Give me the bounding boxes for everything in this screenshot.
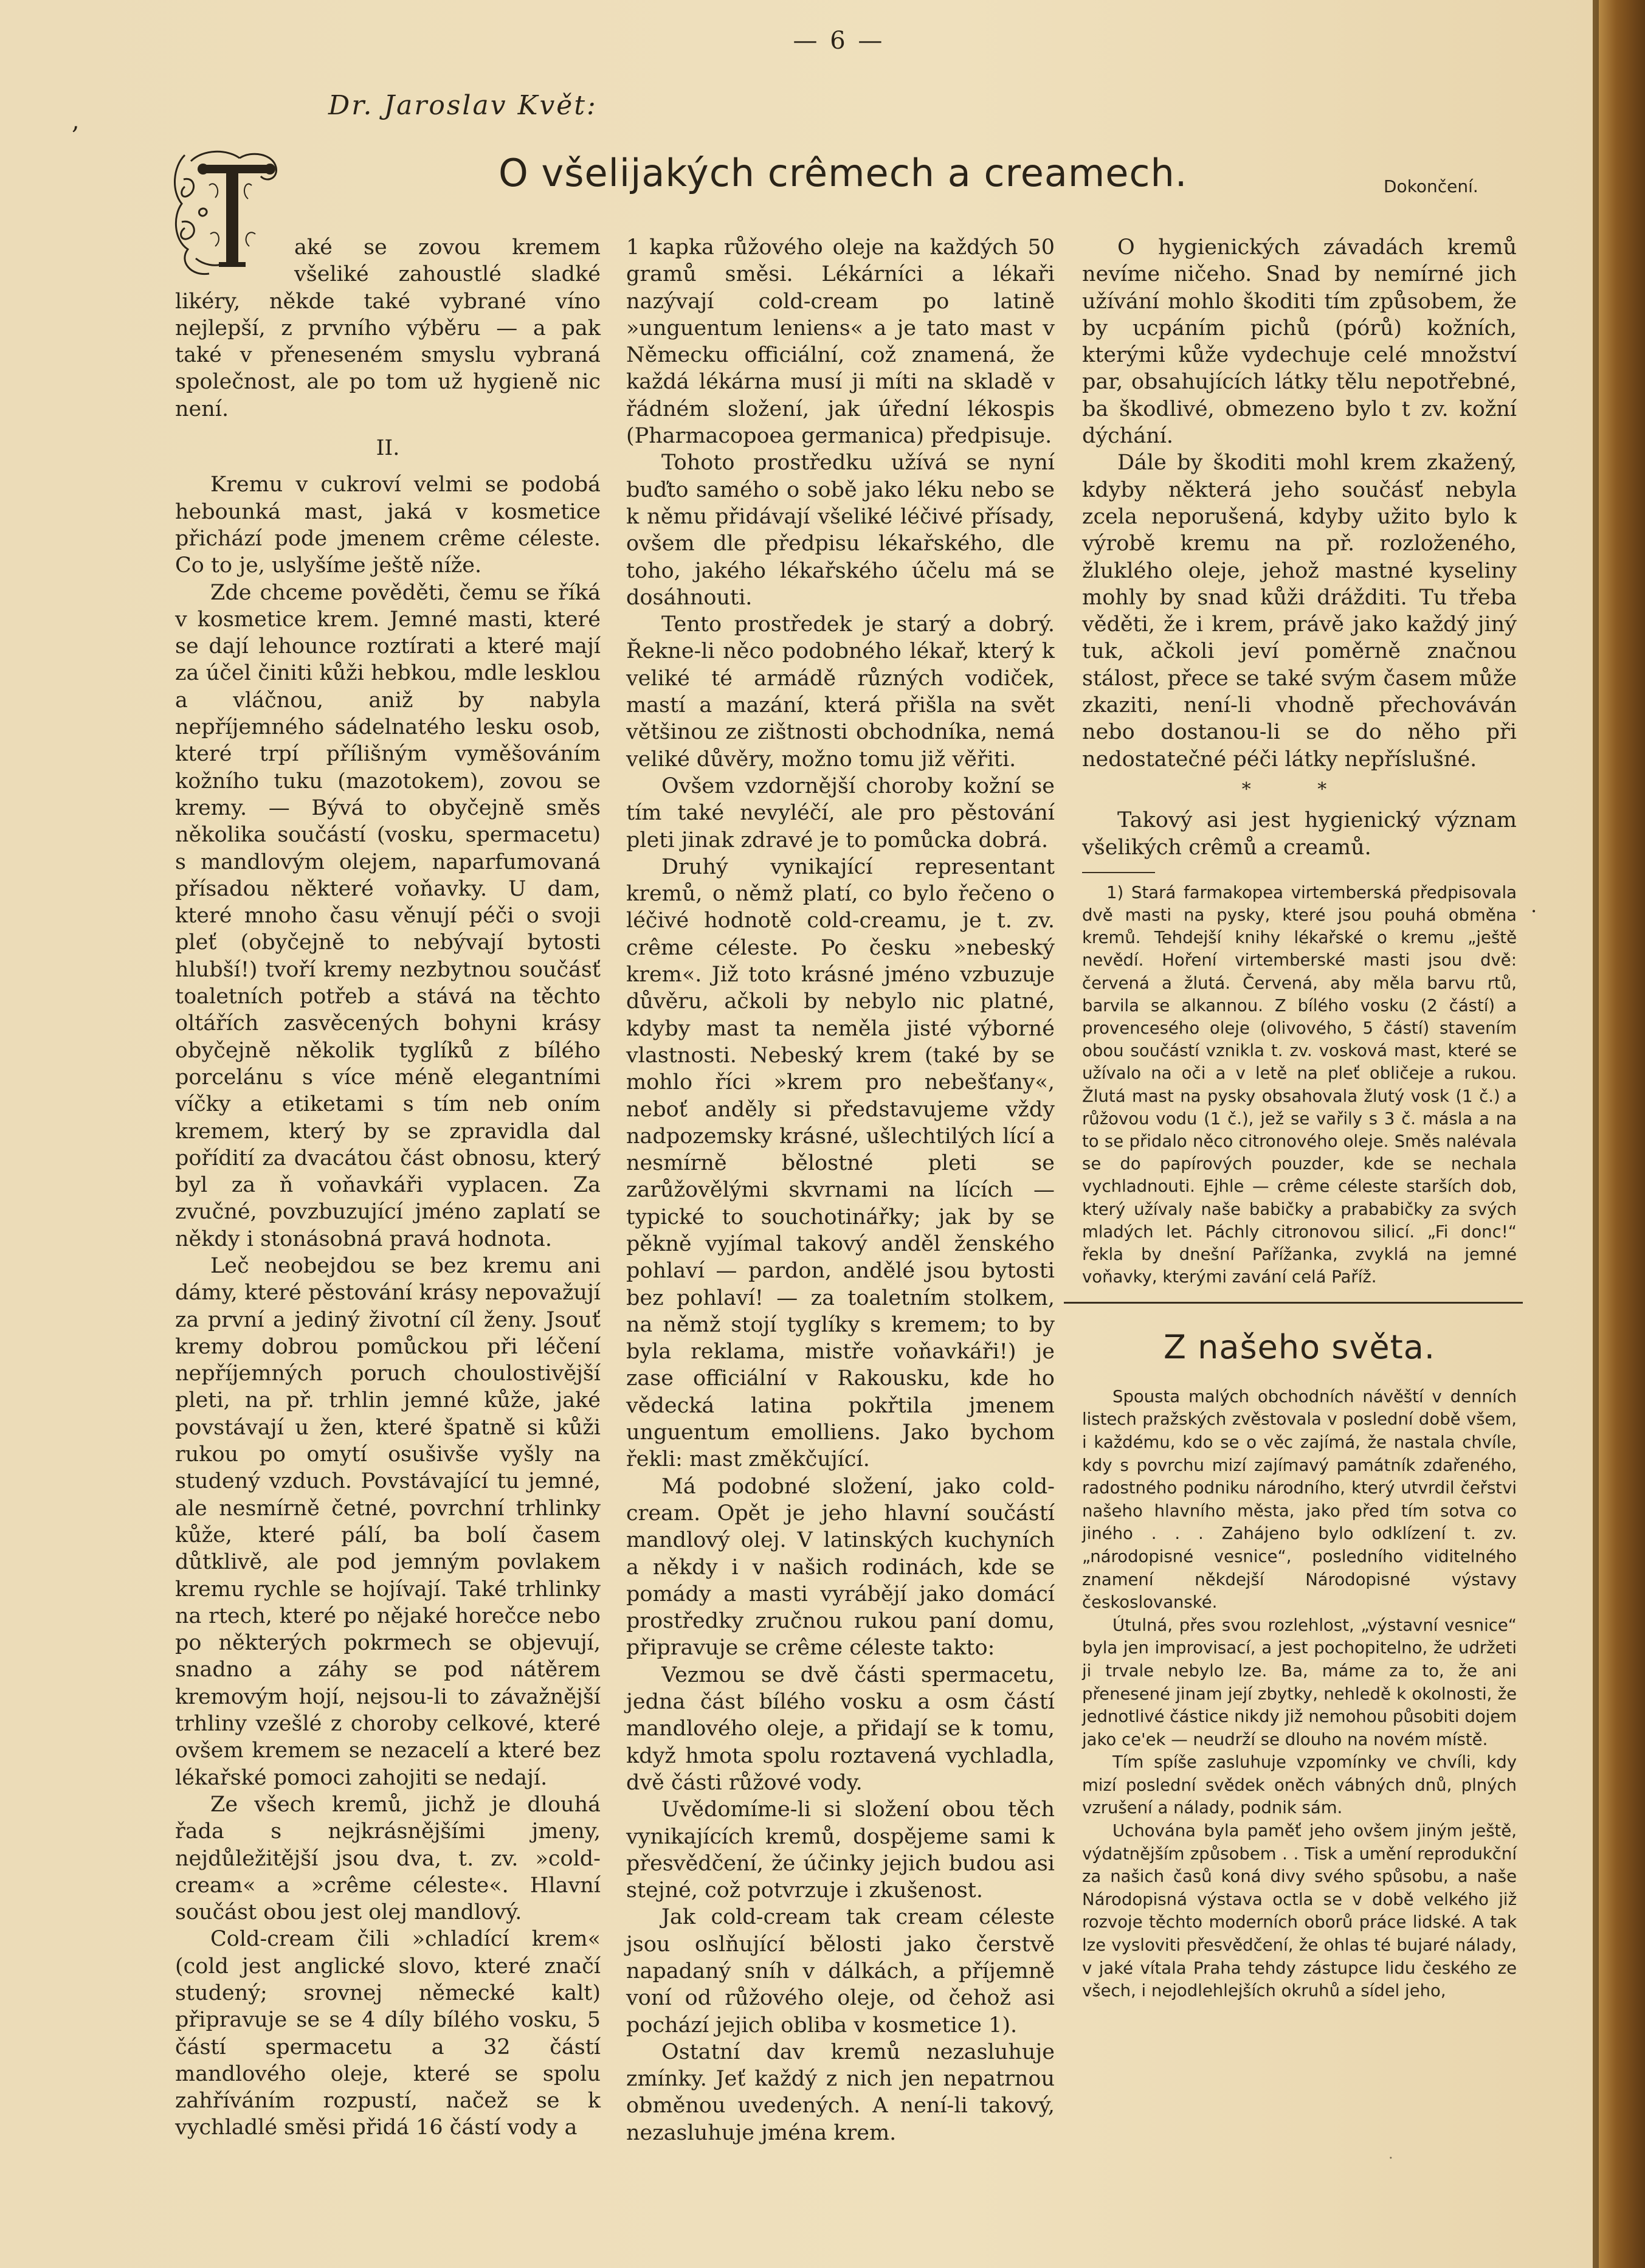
paragraph: aké se zovou kremem všeliké zahoustlé sladké likéry, někde také vybrané víno nejlepší, z prvního výběru — a pak také v přeneseném smyslu vybraná společnost, ale po tom už hygieně nic není. <box>175 235 601 421</box>
paragraph: Ze všech kremů, jichž je dlouhá řada s nejkrásnějšími jmeny, nejdůležitější jsou dva, t. zv. »cold-cream« a »crême céleste«. Hlavní součást obou jest olej mandlový. <box>175 1792 601 1925</box>
section-divider-stars: * * <box>1241 778 1357 800</box>
stray-mark: , <box>72 107 80 135</box>
paragraph: Vezmou se dvě části spermacetu, jedna část bílého vosku a osm částí mandlového oleje, a přidají se k tomu, když hmota spolu roztavená vychladla, dvě části růžové vody. <box>626 1662 1055 1795</box>
paragraph: Tohoto prostředku užívá se nyní buďto samého o sobě jako léku nebo se k němu přidávají všeliké léčivé přísady, ovšem dle předpisu lékařského, dle toho, jakého lékařského účelu má se dosáhnouti. <box>626 451 1055 610</box>
paragraph: O hygienických závadách kremů nevíme ničeho. Snad by nemírné jich užívání mohlo škoditi tím způsobem, že by ucpáním pichů (pórů) kožních, kterými kůže vydechuje celé množství par, obsahujících látky tělu nepotřebné, ba škodlivé, obmezeno bylo t zv. kožní dýchání. <box>1082 235 1517 449</box>
paragraph: Cold-cream čili »chladící krem« (cold jest anglické slovo, které značí studený; srovnej německé kalt) připravuje se se 4 díly bílého vosku, 5 částí spermacetu a 32 částí mandlového oleje, které se spolu zahříváním rozpustí, načež se k vychladlé směsi přidá 16 částí vody a <box>175 1927 601 2140</box>
paragraph: Útulná, přes svou rozlehlost, „výstavní vesnice“ byla jen improvisací, a jest pochopitelno, že udržeti ji trvale nebylo lze. Ba, máme za to, že ani přenesené jinam její zbytky, nehledě k okolnosti, že jednotlivé částice nikdy již nemohou působiti dojem jako ce'ek — neudrží se dlouho na novém místě. <box>1082 1615 1517 1749</box>
paragraph: Má podobné složení, jako cold-cream. Opět je jeho hlavní součástí mandlový olej. V latinských kuchyních a někdy i v našich rodinách, kde se pomády a masti vyrábějí jako domácí prostředky zručnou rukou paní domu, připravuje se crême céleste takto: <box>626 1474 1055 1661</box>
column-3 <box>1082 234 1517 2003</box>
paragraph: Takový asi jest hygienický význam všelikých crêmů a creamů. <box>1082 808 1517 860</box>
article-title: O všelijakých crêmech a creamech. <box>498 151 1188 195</box>
section-heading: Z našeho světa. <box>1164 1328 1435 1367</box>
book-spine <box>1593 0 1645 2268</box>
paragraph: Ostatní dav kremů nezasluhuje zmínky. Jeť každý z nich jen nepatrnou obměnou uvedených. A není-li takový, nezasluhuje jména krem. <box>626 2039 1055 2145</box>
footnote-rule <box>1082 872 1155 873</box>
news-column <box>1082 1386 1517 2003</box>
continuation-note: Dokončení. <box>1384 176 1478 196</box>
paragraph: Tím spíše zasluhuje vzpomínky ve chvíli, kdy mizí poslední svědek oněch vábných dnů, plných vzrušení a nálady, podnik sám. <box>1082 1752 1517 1818</box>
page-number: — 6 — <box>793 27 885 55</box>
column-1 <box>175 234 601 2142</box>
paragraph: Druhý vynikající representant kremů, o němž platí, co bylo řečeno o léčivé hodnotě cold-creamu, je t. zv. crême céleste. Po česku »nebeský krem«. Již toto krásné jméno vzbuzuje důvěru, ačkoli by nebylo nic platné, kdyby mast ta neměla jisté výborné vlastnosti. Nebeský krem (také by se mohlo říci »krem pro nebešťany«, neboť anděly si představujeme vždy nadpozemsky krásné, ušlechtilých lící a nesmírně bělostné pleti se zarůžovělými skvrnami na lících — typické to souchotinářky; jak by se pěkně vyjímal takový anděl ženského pohlaví — pardon, andělé jsou bytosti bez pohlaví! — za toaletním stolkem, na němž stojí tyglíky s kremem; to by byla reklama, mistře voňavkáři!) je zase officiální v Rakousku, kde ho vědecká latina pokřtila jmenem unguentum emolliens. Jako bychom řekli: mast změkčující. <box>626 854 1055 1472</box>
column-2 <box>626 234 1055 2146</box>
spine-edge <box>1593 0 1599 2268</box>
paragraph: 1 kapka růžového oleje na každých 50 gramů směsi. Lékárníci a lékaři nazývají cold-cream po latině »unguentum leniens« a je tato mast v Německu officiální, což znamená, že každá lékárna musí ji míti na skladě v řádném složení, jak úřední lékospis (Pharmacopoea germanica) předpisuje. <box>626 235 1055 449</box>
stray-mark: . <box>1388 2145 1393 2162</box>
paragraph: Tento prostředek je starý a dobrý. Řekne-li něco podobného lékař, který k veliké té armádě různých vodiček, mastí a mazání, která přišla na svět většinou ze zištnosti obchodníka, nemá veliké důvěry, možno tomu již věřiti. <box>626 612 1055 772</box>
section-number: II. <box>376 436 400 461</box>
article-author: Dr. Jaroslav Květ: <box>328 90 598 121</box>
section-rule <box>1064 1302 1523 1304</box>
stray-mark: . <box>1531 894 1537 917</box>
paragraph: Spousta malých obchodních návěští v denních listech pražských zvěstovala v poslední době všem, i každému, kdo se o věc zajímá, že nastala chvíle, kdy s povrchu mizí zajímavý památník zdařeného, radostného podniku národního, který utvrdil čeřstvi našeho hlavního města, jako před tím sotva co jiného . . . Zahájeno bylo odklízení t. zv. „národopisné vesnice“, posledního viditelného znamení někdejší Národopisné výstavy českoslovanské. <box>1082 1386 1517 1613</box>
ornamental-initial-icon <box>167 143 286 284</box>
footnote <box>1082 882 1517 1289</box>
paragraph: Uvědomíme-li si složení obou těch vynikajících kremů, dospějeme sami k přesvědčení, že účinky jejich budou asi stejné, což potvrzuje i zkušenost. <box>626 1797 1055 1903</box>
paragraph: Kremu v cukroví velmi se podobá hebounká mast, jaká v kosmetice přichází pode jmenem crême céleste. Co to je, uslyšíme ještě níže. <box>175 472 601 578</box>
paragraph: Leč neobejdou se bez kremu ani dámy, které pěstování krásy nepovažují za první a jediný životní cíl ženy. Jsouť kremy dobrou pomůckou při léčení nepříjemných poruch choulostivější pleti, na př. trhlin jemné kůže, jaké povstávají u žen, které špatně si kůži rukou po omytí osušivše vyšly na studený vzduch. Povstávající tu jemné, ale nesmírně četné, povrchní trhlinky kůže, které pálí, ba bolí časem důtklivě, ale pod jemným povlakem kremu rychle se hojívají. Také trhlinky na rtech, které po nějaké horečce nebo po některých pokrmech se objevují, snadno a záhy se pod nátěrem kremovým hojí, nejsou-li to závažnější trhliny vzešlé z choroby celkové, které ovšem kremem se nezacelí a které bez lékařské pomoci zahojiti se nedají. <box>175 1253 601 1790</box>
paragraph: Ovšem vzdornější choroby kožní se tím také nevyléčí, ale pro pěstování pleti jinak zdravé je to pomůcka dobrá. <box>626 773 1055 852</box>
paragraph: Zde chceme pověděti, čemu se říká v kosmetice krem. Jemné masti, které se dají lehounce roztírati a které mají za účel činiti kůži hebkou, mdle lesklou a vláčnou, aniž by nabyla nepříjemného sádelnatého lesku osob, které trpí přílišným vyměšováním kožního tuku (mazotokem), zovou se kremy. — Bývá to obyčejně směs několika součástí (vosku, spermacetu) s mandlovým olejem, naparfumovaná přísadou některé voňavky. U dam, které mnoho času věnují péči o svoji pleť (obyčejně to nebývají bytosti hlubší!) tvoří kremy nezbytnou součásť toaletních potřeb a stává na těchto oltářích zasvěcených bohyni krásy obyčejně několik tyglíků z bílého porcelánu s více méně elegantními víčky a etiketami s tím neb oním kremem, který by se zpravidla dal pořídití za dvacátou část obnosu, který byl za ň voňavkáři vyplacen. Za zvučné, povzbuzující jméno zaplatí se někdy i stonásobná pravá hodnota. <box>175 580 601 1251</box>
ornamental-initial <box>167 143 286 284</box>
footnote-text: 1) Stará farmakopea virtemberská předpisovala dvě masti na pysky, které jsou pouhá obměna kremů. Tehdejší knihy lékařské o kremu „ještě nevědí. Hoření virtemberské masti jsou dvě: červená a žlutá. Červená, aby měla barvu rtů, barvila se alkannou. Z bílého vosku (2 částí) a provencesého oleje (olivového, 5 částí) stavením obou součástí vznikla t. zv. vosková mast, které se užívalo na oči a v letě na pleť obličeje a rukou. Žlutá mast na pysky obsahovala žlutý vosk (1 č.) a růžovou vodu (1 č.), jež se vařily s 3 č. másla a na to se přidalo něco citronového oleje. Směs nalévala se do papírových pouzder, kde se nechala vychladnouti. Ejhle — crême céleste starších dob, který užívaly naše babičky a prababičky za svých mladých let. Páchly citronovou silicí. „Fi donc!“ řekla by dnešní Pařížanka, zvyklá na jemné voňavky, kterými zavání celá Paříž. <box>1082 882 1517 1287</box>
paragraph: Jak cold-cream tak cream céleste jsou oslňující bělosti jako čerstvě napadaný sníh v dálkách, a příjemně voní od růžového oleje, od čehož asi pochází jejich obliba v kosmetice 1). <box>626 1905 1055 2038</box>
paragraph: Dále by škoditi mohl krem zkažený, kdyby některá jeho součásť nebyla zcela neporušená, kdyby užito bylo k výrobě kremu na př. rozloženého, žluklého oleje, jehož mastné kyseliny mohly by snad kůži drážditi. Tu třeba věděti, že i krem, právě jako každý jiný tuk, ačkoli jeví poměrně značnou stálost, přece se také svým časem může zkaziti, není-li vhodně přechováván nebo dostanou-li se do něho při nedostatečné péči látky nepříslušné. <box>1082 451 1517 772</box>
paragraph: Uchována byla paměť jeho ovšem jiným ještě, výdatnějším způsobem . . Tisk a umění reprodukční za našich časů koná divy svého spůsobu, a naše Národopisná výstava octla se v době velkého již rozvoje těchto moderních oborů práce lidské. A tak lze vysloviti přesvědčení, že ohlas té bujaré nálady, v jaké vítala Praha tehdy zástupce lidu českého ze všech, i nejodlehlejších okruhů a sídel jeho, <box>1082 1821 1517 2001</box>
